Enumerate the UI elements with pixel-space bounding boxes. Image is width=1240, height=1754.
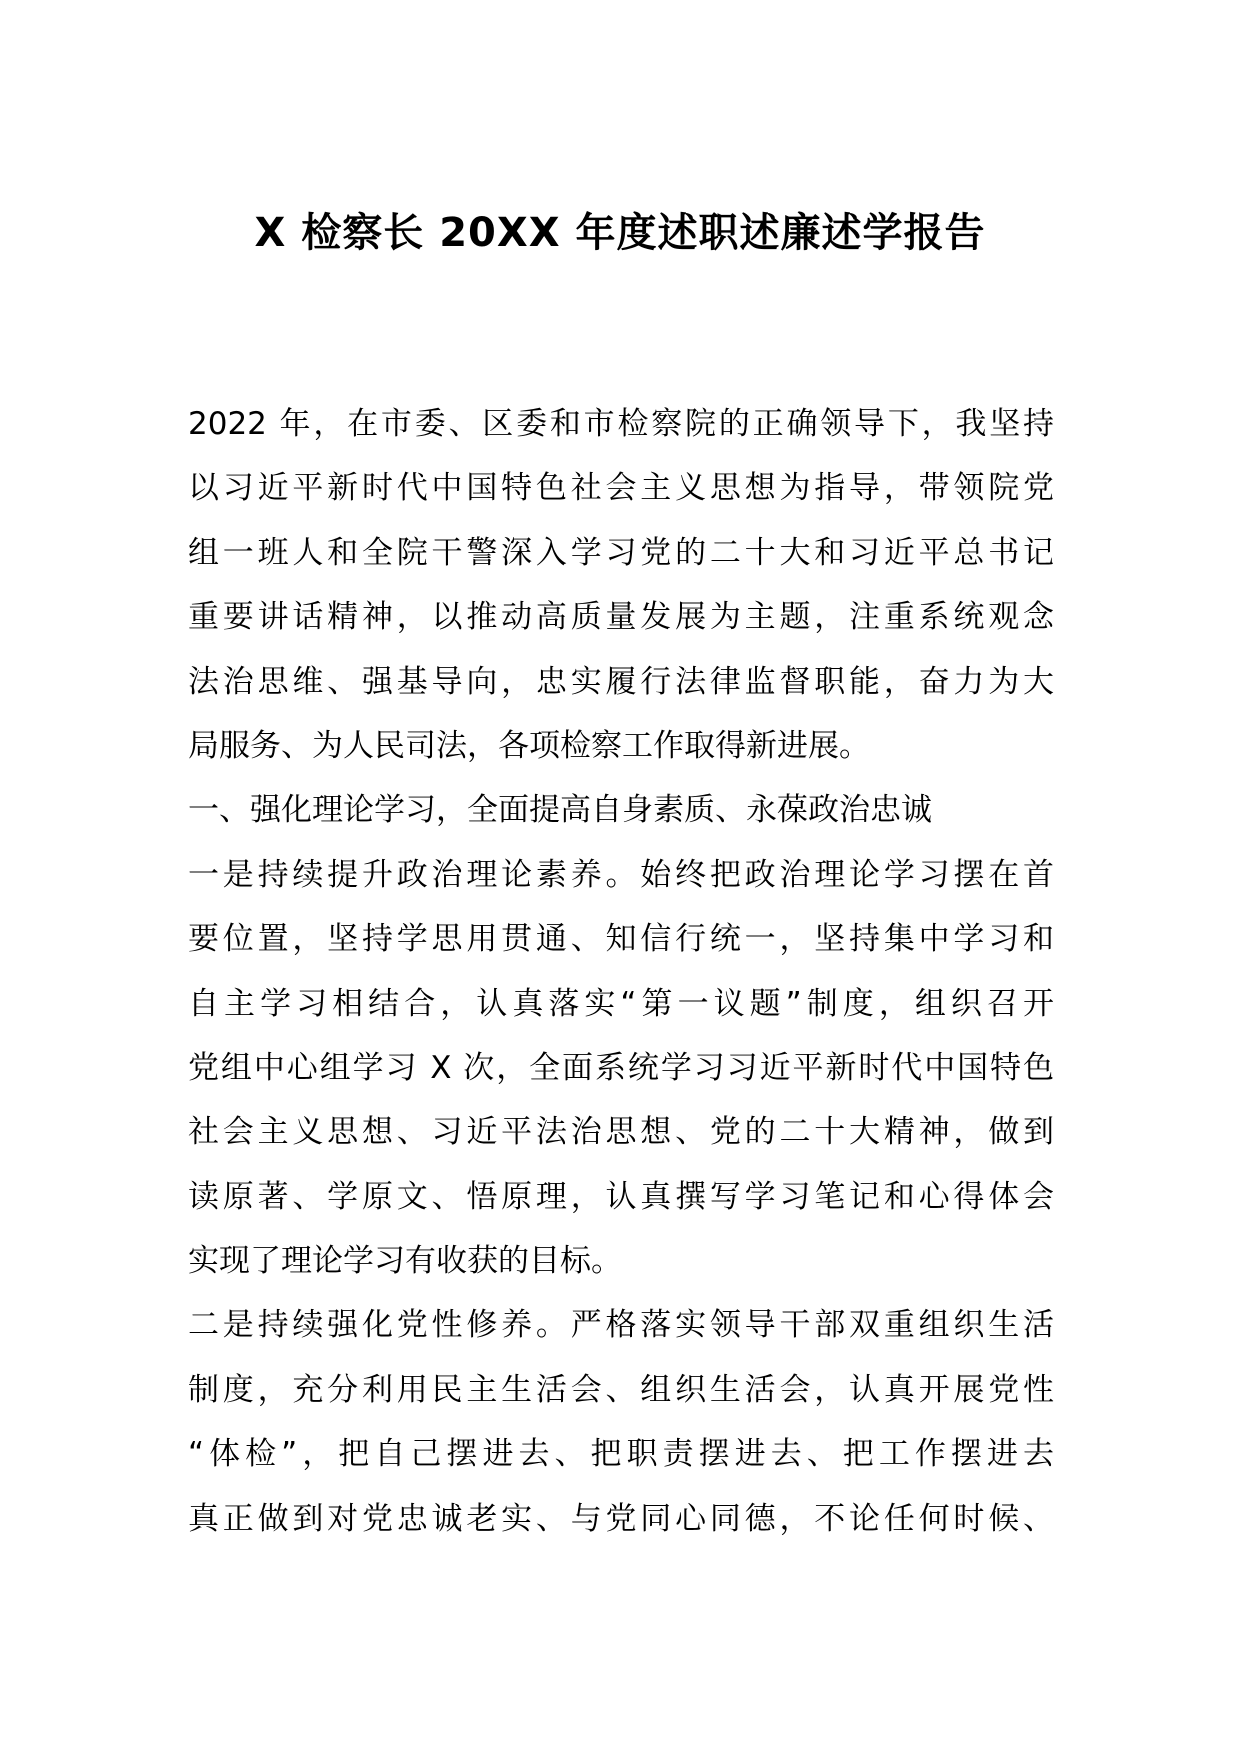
text-line: 重要讲话精神，以推动高质量发展为主题，注重系统观念 bbox=[188, 599, 1054, 636]
text-line: 以习近平新时代中国特色社会主义思想为指导，带领院党 bbox=[188, 470, 1054, 507]
text-line: 党组中心组学习 X 次，全面系统学习习近平新时代中国特色 bbox=[188, 1049, 1054, 1086]
document-title: X 检察长 20XX 年度述职述廉述学报告 bbox=[254, 210, 986, 256]
text-line: 2022 年，在市委、区委和市检察院的正确领导下，我坚持 bbox=[188, 406, 1054, 442]
text-line: 一是持续提升政治理论素养。始终把政治理论学习摆在首 bbox=[188, 856, 1054, 893]
text-line: “体检”，把自己摆进去、把职责摆进去、把工作摆进去 bbox=[188, 1436, 1054, 1473]
text-line: 法治思维、强基导向，忠实履行法律监督职能，奋力为大 bbox=[188, 663, 1054, 700]
section-heading: 一、强化理论学习，全面提高自身素质、永葆政治忠诚 bbox=[188, 792, 932, 829]
text-line: 要位置，坚持学思用贯通、知信行统一，坚持集中学习和 bbox=[188, 921, 1054, 958]
text-line: 组一班人和全院干警深入学习党的二十大和习近平总书记 bbox=[188, 534, 1054, 571]
text-line: 读原著、学原文、悟原理，认真撰写学习笔记和心得体会 bbox=[188, 1178, 1054, 1215]
text-line: 社会主义思想、习近平法治思想、党的二十大精神，做到 bbox=[188, 1114, 1054, 1151]
text-line: 局服务、为人民司法，各项检察工作取得新进展。 bbox=[188, 727, 870, 764]
text-line: 自主学习相结合，认真落实“第一议题”制度，组织召开 bbox=[188, 985, 1054, 1022]
text-line: 制度，充分利用民主生活会、组织生活会，认真开展党性 bbox=[188, 1371, 1054, 1408]
text-line: 真正做到对党忠诚老实、与党同心同德，不论任何时候、 bbox=[188, 1500, 1054, 1537]
text-line: 实现了理论学习有收获的目标。 bbox=[188, 1243, 622, 1280]
document-body bbox=[188, 392, 1054, 1551]
text-line: 二是持续强化党性修养。严格落实领导干部双重组织生活 bbox=[188, 1307, 1054, 1344]
